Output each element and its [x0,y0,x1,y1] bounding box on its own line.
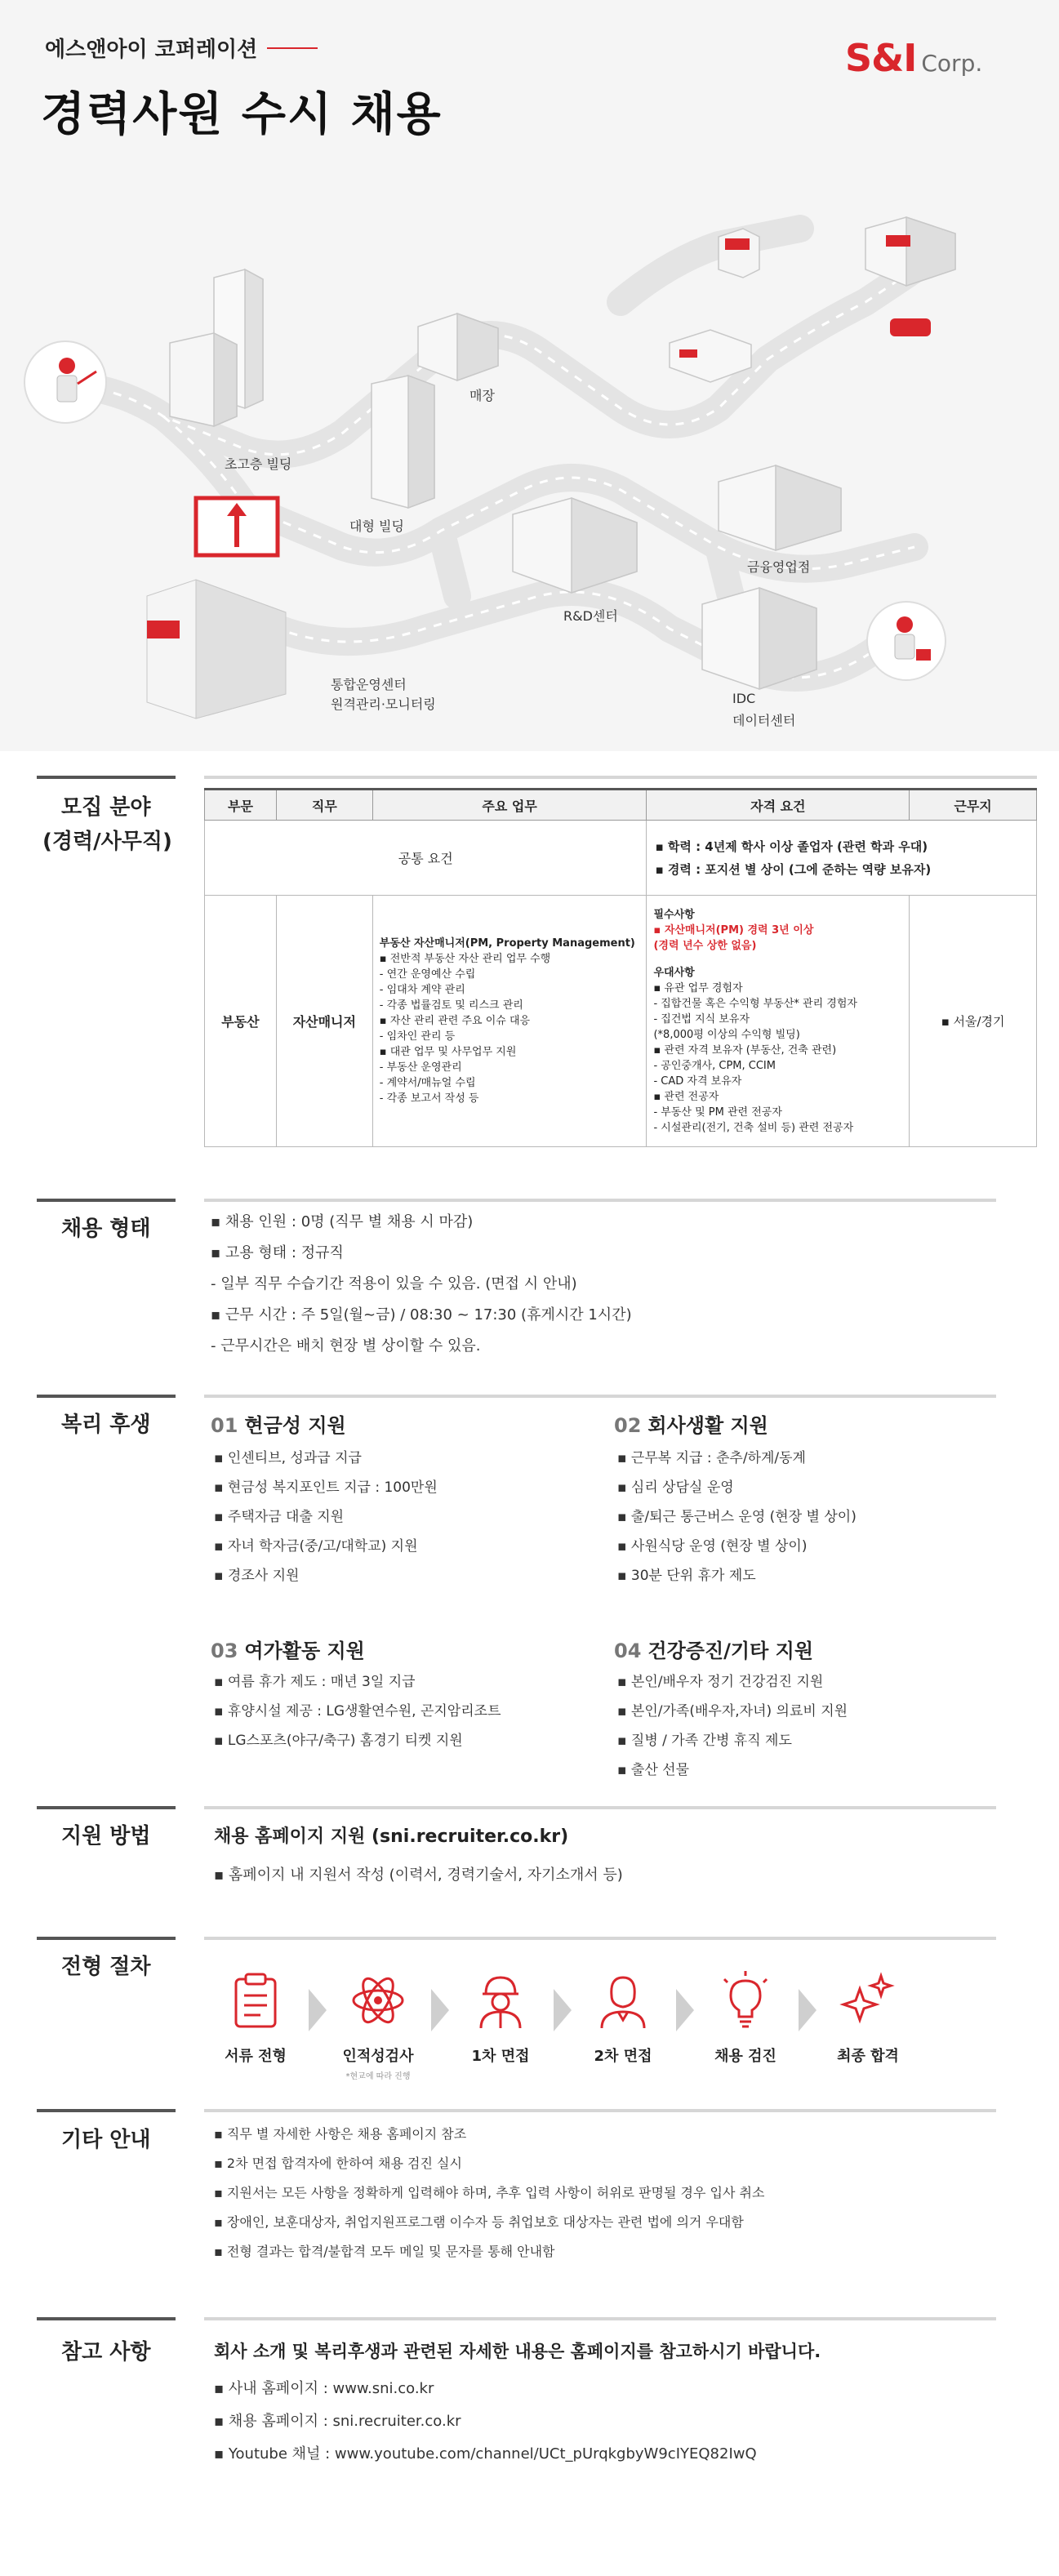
group-number: 02 [614,1414,642,1437]
welfare-group-title [211,1635,365,1663]
misc-list [214,2120,998,2267]
reference-list [214,2373,998,2471]
list-item: ▪ 본인/배우자 정기 건강검진 지원 [617,1674,824,1690]
group-number: 01 [211,1414,238,1437]
logo-mark: S&I [845,36,917,80]
list-item: ▪ 자녀 학자금(중/고/대학교) 지원 [214,1538,418,1555]
person-icon [590,1968,656,2033]
step-label: 2차 면접 [594,2048,652,2065]
col-location: 근무지 [910,790,1037,821]
list-item: ▪ 근무복 지급 : 춘추/하계/동계 [617,1450,806,1466]
req-item-red: (경력 년수 상한 없음) [653,939,757,952]
section-bar-recruit [37,776,176,779]
col-job: 직무 [276,790,372,821]
pref-item: - 시설관리(전기, 건축 설비 등) 관련 전공자 [653,1121,854,1134]
pref-item: - 집건법 지식 보유자 [653,1012,750,1026]
employment-line: ▪ 고용 형태 : 정규직 [211,1244,344,1261]
welfare-list-health [617,1667,848,1785]
clipboard-icon [223,1968,288,2033]
label-skyscraper: 초고층 빌딩 [225,456,292,472]
row-job: 자산매니저 [276,896,372,1147]
section-title-apply: 지원 방법 [61,1824,151,1849]
step-label: 인적성검사 [342,2048,414,2065]
employment-line: ▪ 근무 시간 : 주 5일(월~금) / 08:30 ~ 17:30 (휴게시간 1시간) [211,1306,632,1324]
duty-item: - 연간 운영예산 수립 [379,968,476,981]
chevron-right-icon [431,1989,449,2031]
group-title-text: 건강증진/기타 지원 [647,1639,813,1662]
list-item: ▪ 심리 상담실 운영 [617,1479,734,1496]
employment-line: - 일부 직무 수습기간 적용이 있을 수 있음. (면접 시 안내) [211,1275,577,1292]
common-req-education: ▪ 학력 : 4년제 학사 이상 졸업자 (관련 학과 우대) [655,839,928,854]
welfare-group-title [614,1409,768,1438]
label-remote-monitoring: 원격관리·모니터링 [331,696,436,712]
section-bar-apply [37,1806,176,1809]
list-item: ▪ LG스포츠(야구/축구) 홈경기 티켓 지원 [214,1733,463,1749]
page-title: 경력사원 수시 채용 [41,88,443,141]
misc-line: ▪ 전형 결과는 합격/불합격 모두 메일 및 문자를 통해 안내함 [214,2244,555,2259]
common-label: 공통 요건 [205,821,647,896]
label-ops-center: 통합운영센터 [331,677,407,692]
group-title-text: 여가활동 지원 [244,1639,365,1662]
pref-item: ▪ 관련 전공자 [653,1090,719,1103]
chevron-right-icon [799,1989,816,2031]
step-label: 최종 합격 [837,2048,899,2065]
logo-corp: Corp. [921,50,983,77]
process-step-final [819,1968,917,2066]
col-requirements: 자격 요건 [647,790,910,821]
list-item: ▪ 출/퇴근 통근버스 운영 (현장 별 상이) [617,1509,857,1525]
header [0,0,1059,751]
list-item: ▪ 여름 휴가 제도 : 매년 3일 지급 [214,1674,416,1690]
welfare-list-leisure [214,1667,501,1755]
process-step-aptitude [329,1968,427,2081]
section-rule-apply [204,1806,996,1809]
pref-item: ▪ 관련 자격 보유자 (부동산, 건축 관련) [653,1043,837,1057]
list-item: ▪ 질병 / 가족 간병 휴직 제도 [617,1733,792,1749]
misc-line: ▪ 장애인, 보훈대상자, 취업지원프로그램 이수자 등 취업보호 대상자는 관련 법에 의거 우대함 [214,2214,744,2230]
process-step-interview1 [452,1968,550,2066]
list-item: ▪ 사원식당 운영 (현장 별 상이) [617,1538,808,1555]
network-illustration [0,139,1059,751]
misc-line: ▪ 2차 면접 합격자에 한하여 채용 검진 실시 [214,2156,462,2171]
welfare-list-cash [214,1444,438,1591]
step-label: 1차 면접 [471,2048,530,2065]
label-data-center: 데이터센터 [732,713,796,728]
chevron-right-icon [554,1989,572,2031]
row-requirements [647,896,910,1147]
common-req-career: ▪ 경력 : 포지션 별 상이 (그에 준하는 역량 보유자) [655,861,932,877]
duty-item: - 각종 보고서 작성 등 [379,1092,479,1105]
group-title-text: 회사생활 지원 [647,1414,768,1437]
lightbulb-icon [713,1968,778,2033]
apply-headline[interactable]: 채용 홈페이지 지원 (sni.recruiter.co.kr) [214,1826,569,1847]
req-title: 필수사항 [653,908,695,921]
common-requirements [647,821,1037,896]
reference-link-site[interactable]: ▪ 사내 홈페이지 : www.sni.co.kr [214,2380,434,2397]
duty-item: - 계약서/매뉴얼 수립 [379,1077,476,1089]
recruit-table [204,788,1037,1147]
title-dash [267,47,318,49]
group-title-text: 현금성 지원 [244,1414,346,1437]
table-header-row [205,790,1037,821]
atom-icon [345,1968,411,2033]
employment-list [211,1207,994,1362]
duty-item: ▪ 전반적 부동산 자산 관리 업무 수행 [379,953,551,965]
col-duties: 주요 업무 [372,790,647,821]
list-item: ▪ 주택자금 대출 지원 [214,1509,345,1525]
section-title-process: 전형 절차 [61,1955,151,1979]
chevron-right-icon [309,1989,327,2031]
row-division: 부동산 [205,896,277,1147]
section-title-employment: 채용 형태 [61,1217,151,1241]
section-bar-process [37,1937,176,1940]
employment-line: ▪ 채용 인원 : 0명 (직무 별 채용 시 마감) [211,1213,474,1230]
worker-icon [468,1968,533,2033]
pref-item: - 부동산 및 PM 관련 전공자 [653,1106,782,1119]
pref-item: - CAD 자격 보유자 [653,1074,742,1088]
duty-item: - 각종 법률검토 및 리스크 관리 [379,999,523,1012]
step-label: 서류 전형 [225,2048,287,2065]
duty-item: - 임차인 관리 등 [379,1030,456,1043]
reference-link-youtube[interactable]: ▪ Youtube 채널 : www.youtube.com/channel/UCt_pUrqkgbyW9cIYEQ82IwQ [214,2445,757,2463]
section-rule-employment [204,1199,996,1202]
label-large-building: 대형 빌딩 [349,518,404,534]
section-rule-recruit [204,776,1037,779]
section-rule-process [204,1937,996,1940]
label-store: 매장 [469,388,495,403]
section-title-misc: 기타 안내 [61,2128,151,2152]
section-bar-misc [37,2109,176,2112]
spacer [653,954,902,965]
label-idc: IDC [732,691,756,706]
welfare-group-title [211,1409,346,1438]
pref-title: 우대사항 [653,966,695,979]
list-item: ▪ 휴양시설 제공 : LG생활연수원, 곤지암리조트 [214,1703,501,1720]
table-row [205,896,1037,1147]
welfare-list-worklife [617,1444,857,1591]
group-number: 03 [211,1639,238,1662]
section-title-welfare: 복리 후생 [61,1413,151,1437]
misc-line: ▪ 직무 별 자세한 사항은 채용 홈페이지 참조 [214,2126,467,2142]
process-step-interview2 [574,1968,672,2066]
sparkle-icon [835,1968,901,2033]
sni-logo[interactable] [845,36,982,80]
reference-link-recruit[interactable]: ▪ 채용 홈페이지 : sni.recruiter.co.kr [214,2413,461,2430]
list-item: ▪ 30분 단위 휴가 제도 [617,1568,756,1584]
row-duties [372,896,647,1147]
label-rnd-center: R&D센터 [563,608,618,624]
group-number: 04 [614,1639,642,1662]
welfare-group-title [614,1635,813,1663]
process-step-checkup [696,1968,794,2066]
duty-item: ▪ 자산 관리 관련 주요 이슈 대응 [379,1015,531,1027]
employment-line: - 근무시간은 배치 현장 별 상이할 수 있음. [211,1337,481,1355]
list-item: ▪ 현금성 복지포인트 지급 : 100만원 [214,1479,438,1496]
list-item: ▪ 경조사 지원 [214,1568,300,1584]
pref-item: ▪ 유관 업무 경험자 [653,981,743,994]
misc-line: ▪ 지원서는 모든 사항을 정확하게 입력해야 하며, 추후 입력 사항이 허위로 판명될 경우 입사 취소 [214,2185,765,2200]
pref-item: (*8,000평 이상의 수익형 빌딩) [653,1028,800,1041]
duty-item: ▪ 대관 업무 및 사무업무 지원 [379,1046,517,1058]
step-label: 채용 검진 [714,2048,776,2065]
list-item: ▪ 본인/가족(배우자,자녀) 의료비 지원 [617,1703,848,1720]
reference-headline: 회사 소개 및 복리후생과 관련된 자세한 내용은 홈페이지를 참고하시기 바랍니다. [214,2342,821,2361]
step-note: *현교에 따라 진행 [345,2072,411,2081]
section-rule-reference [204,2317,996,2320]
section-rule-welfare [204,1395,996,1398]
duty-item: - 부동산 운영관리 [379,1061,462,1074]
label-finance-branch: 금융영업점 [747,559,811,575]
req-item-red: ▪ 자산매니저(PM) 경력 3년 이상 [653,923,814,937]
col-division: 부문 [205,790,277,821]
section-title-recruit: 모집 분야 [61,795,151,820]
list-item: ▪ 인센티브, 성과급 지급 [214,1450,362,1466]
company-name [45,33,318,63]
section-subtitle-recruit: (경력/사무직) [42,830,172,854]
section-title-reference: 참고 사항 [61,2340,151,2365]
duty-item: - 임대차 계약 관리 [379,984,465,996]
row-location: ▪ 서울/경기 [910,896,1037,1147]
duties-title: 부동산 자산매니저(PM, Property Management) [379,937,635,950]
section-bar-employment [37,1199,176,1202]
table-row-common [205,821,1037,896]
section-bar-welfare [37,1395,176,1398]
chevron-right-icon [676,1989,694,2031]
company-name-text: 에스앤아이 코퍼레이션 [45,38,258,62]
section-rule-misc [204,2109,996,2112]
pref-item: - 집합건물 혹은 수익형 부동산* 관리 경험자 [653,997,857,1010]
section-bar-reference [37,2317,176,2320]
apply-line: ▪ 홈페이지 내 지원서 작성 (이력서, 경력기술서, 자기소개서 등) [214,1866,623,1884]
pref-item: - 공인중개사, CPM, CCIM [653,1059,776,1072]
process-step-document [207,1968,305,2066]
list-item: ▪ 출산 선물 [617,1762,690,1778]
skyscraper [170,269,263,426]
